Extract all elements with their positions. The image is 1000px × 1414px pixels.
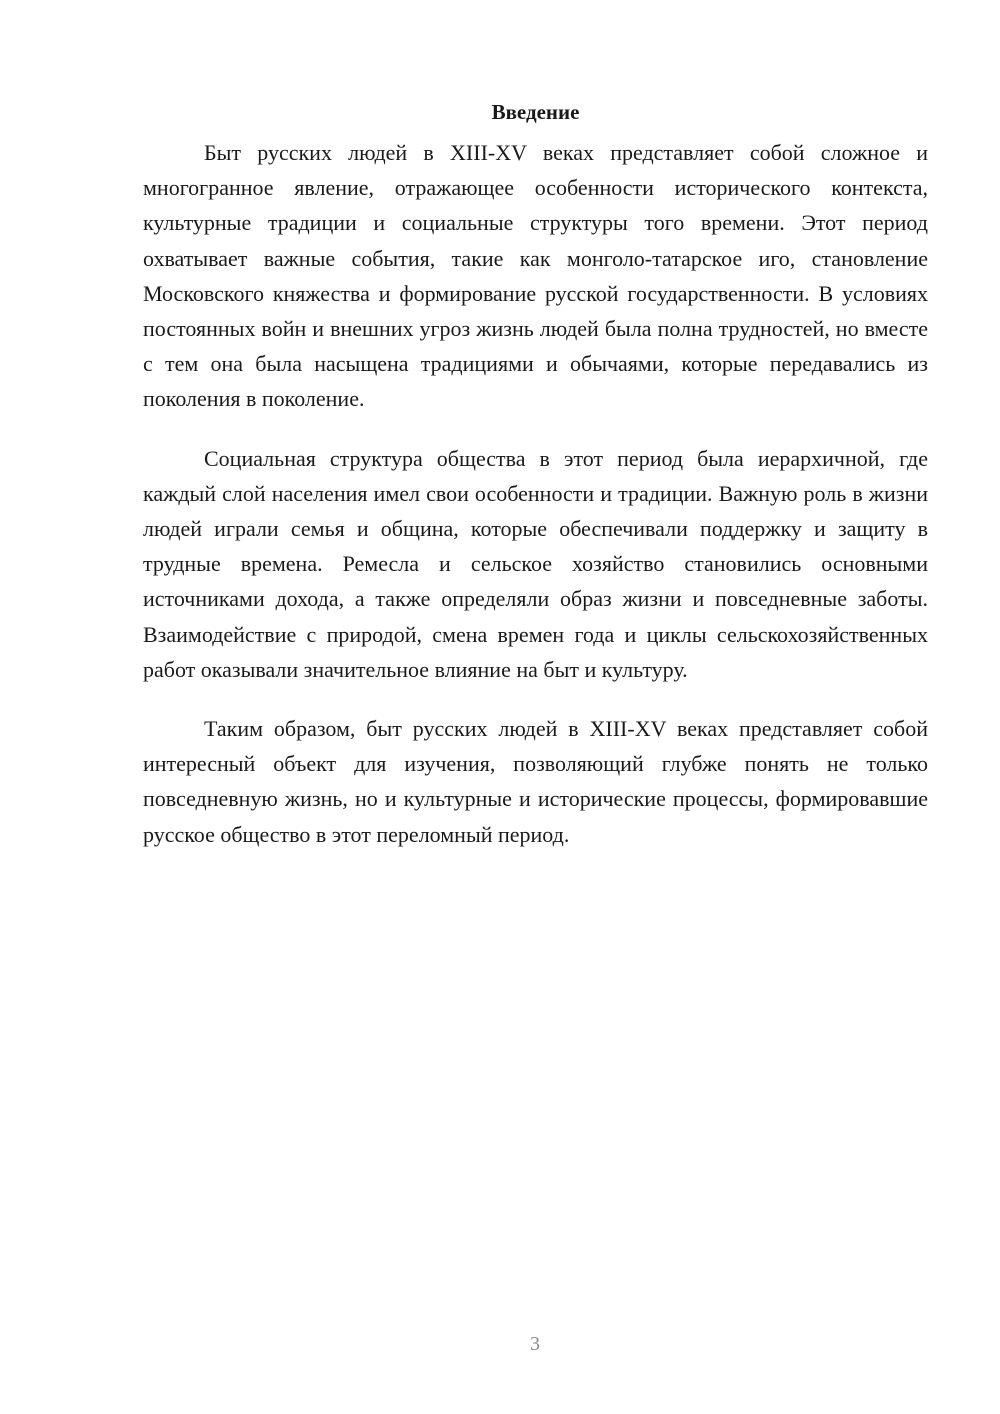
paragraph-conclusion: Таким образом, быт русских людей в XIII-XV веках представляет собой интересный объект для изучения, позволяющий глубже понять не только повседневную жизнь, но и культурные и исторические процессы, формировавшие русское общество в этот переломный период. [143, 716, 928, 847]
page-content [143, 97, 928, 876]
paragraph-intro: Быт русских людей в XIII-XV веках представляет собой сложное и многогранное явление, отражающее особенности исторического контекста, культурные традиции и социальные структуры того времени. Этот период охватывает важные события, такие как монголо-татарское иго, становление Московского княжества и формирование русской государственности. В условиях постоянных войн и внешних угроз жизнь людей была полна трудностей, но вместе с тем она была насыщена традициями и обычаями, которые передавались из поколения в поколение. [143, 140, 928, 412]
section-title: Введение [491, 100, 580, 124]
paragraph-social-structure: Социальная структура общества в этот период была иерархичной, где каждый слой населения имел свои особенности и традиции. Важную роль в жизни людей играли семья и община, которые обеспечивали поддержку и защиту в трудные времена. Ремесла и сельское хозяйство становились основными источниками дохода, а также определяли образ жизни и повседневные заботы. Взаимодействие с природой, смена времен года и циклы сельскохозяйственных работ оказывали значительное влияние на быт и культуру. [143, 445, 928, 682]
page-number: 3 [530, 1333, 540, 1355]
